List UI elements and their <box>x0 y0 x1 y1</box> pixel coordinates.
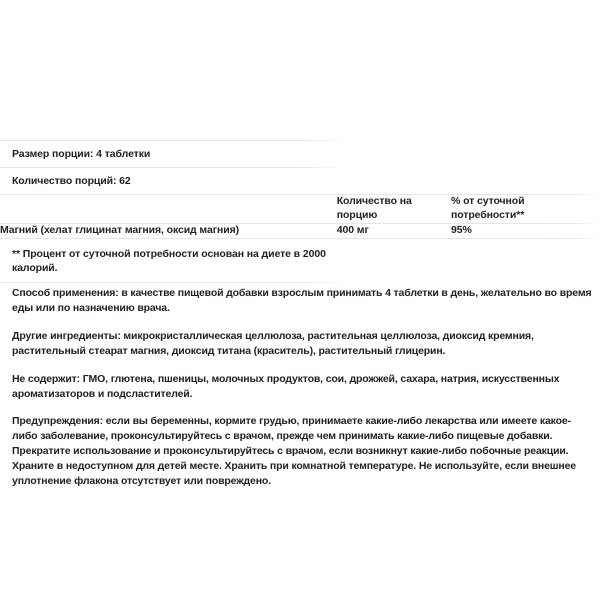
table-header-row <box>0 195 600 223</box>
serving-size-row: Размер порции: 4 таблетки <box>12 148 151 160</box>
warnings-paragraph: Предупреждения: если вы беременны, кормите грудью, принимаете какие-либо лекарства или имеете какое-либо заболевание, проконсультируйтесь с врачом, прежде чем принимать какие-либо пищевые добавки. Прекратите использование и проконсультируйтесь с врачом, если возникнут какие-либо побочные реакции. Храните в недоступном для детей месте. Хранить при комнатной температуре. Не используйте, если внешнее уплотнение флакона отсутствует или повреждено. <box>12 415 576 488</box>
column-header-name <box>0 195 337 223</box>
other-ingredients-paragraph: Другие ингредиенты: микрокристаллическая целлюлоза, растительная целлюлоза, диоксид кремния, растительный стеарат магния, диоксид титана (краситель), растительный глицерин. <box>12 329 534 357</box>
supplement-facts-table <box>0 140 600 283</box>
nutrients-table <box>0 195 600 223</box>
free-of-paragraph: Не содержит: ГМО, глютена, пшеницы, молочных продуктов, сои, дрожжей, сахара, натрия, искусственных ароматизаторов и подсластителей. <box>12 372 560 400</box>
nutrient-amount: 400 мг <box>336 223 369 236</box>
table-row <box>0 224 600 238</box>
nutrients-body <box>0 224 600 238</box>
directions-paragraph: Способ применения: в качестве пищевой добавки взрослым принимать 4 таблетки в день, желательно во время еды или по назначению врача. <box>12 287 592 314</box>
table-bottom-rule <box>0 282 600 283</box>
servings-per-container-row: Количество порций: 62 <box>12 175 131 187</box>
column-header-amount-per-serving: Количество на порцию <box>336 195 412 221</box>
column-header-percent-daily-value: % от суточной потребности** <box>451 195 525 221</box>
product-information <box>0 286 600 489</box>
nutrient-name: Магний (хелат глицинат магния, оксид магния) <box>0 223 239 236</box>
daily-value-footnote: ** Процент от суточной потребности основан на диете в 2000 калорий. <box>12 247 326 275</box>
nutrient-daily-value: 95% <box>451 223 472 236</box>
